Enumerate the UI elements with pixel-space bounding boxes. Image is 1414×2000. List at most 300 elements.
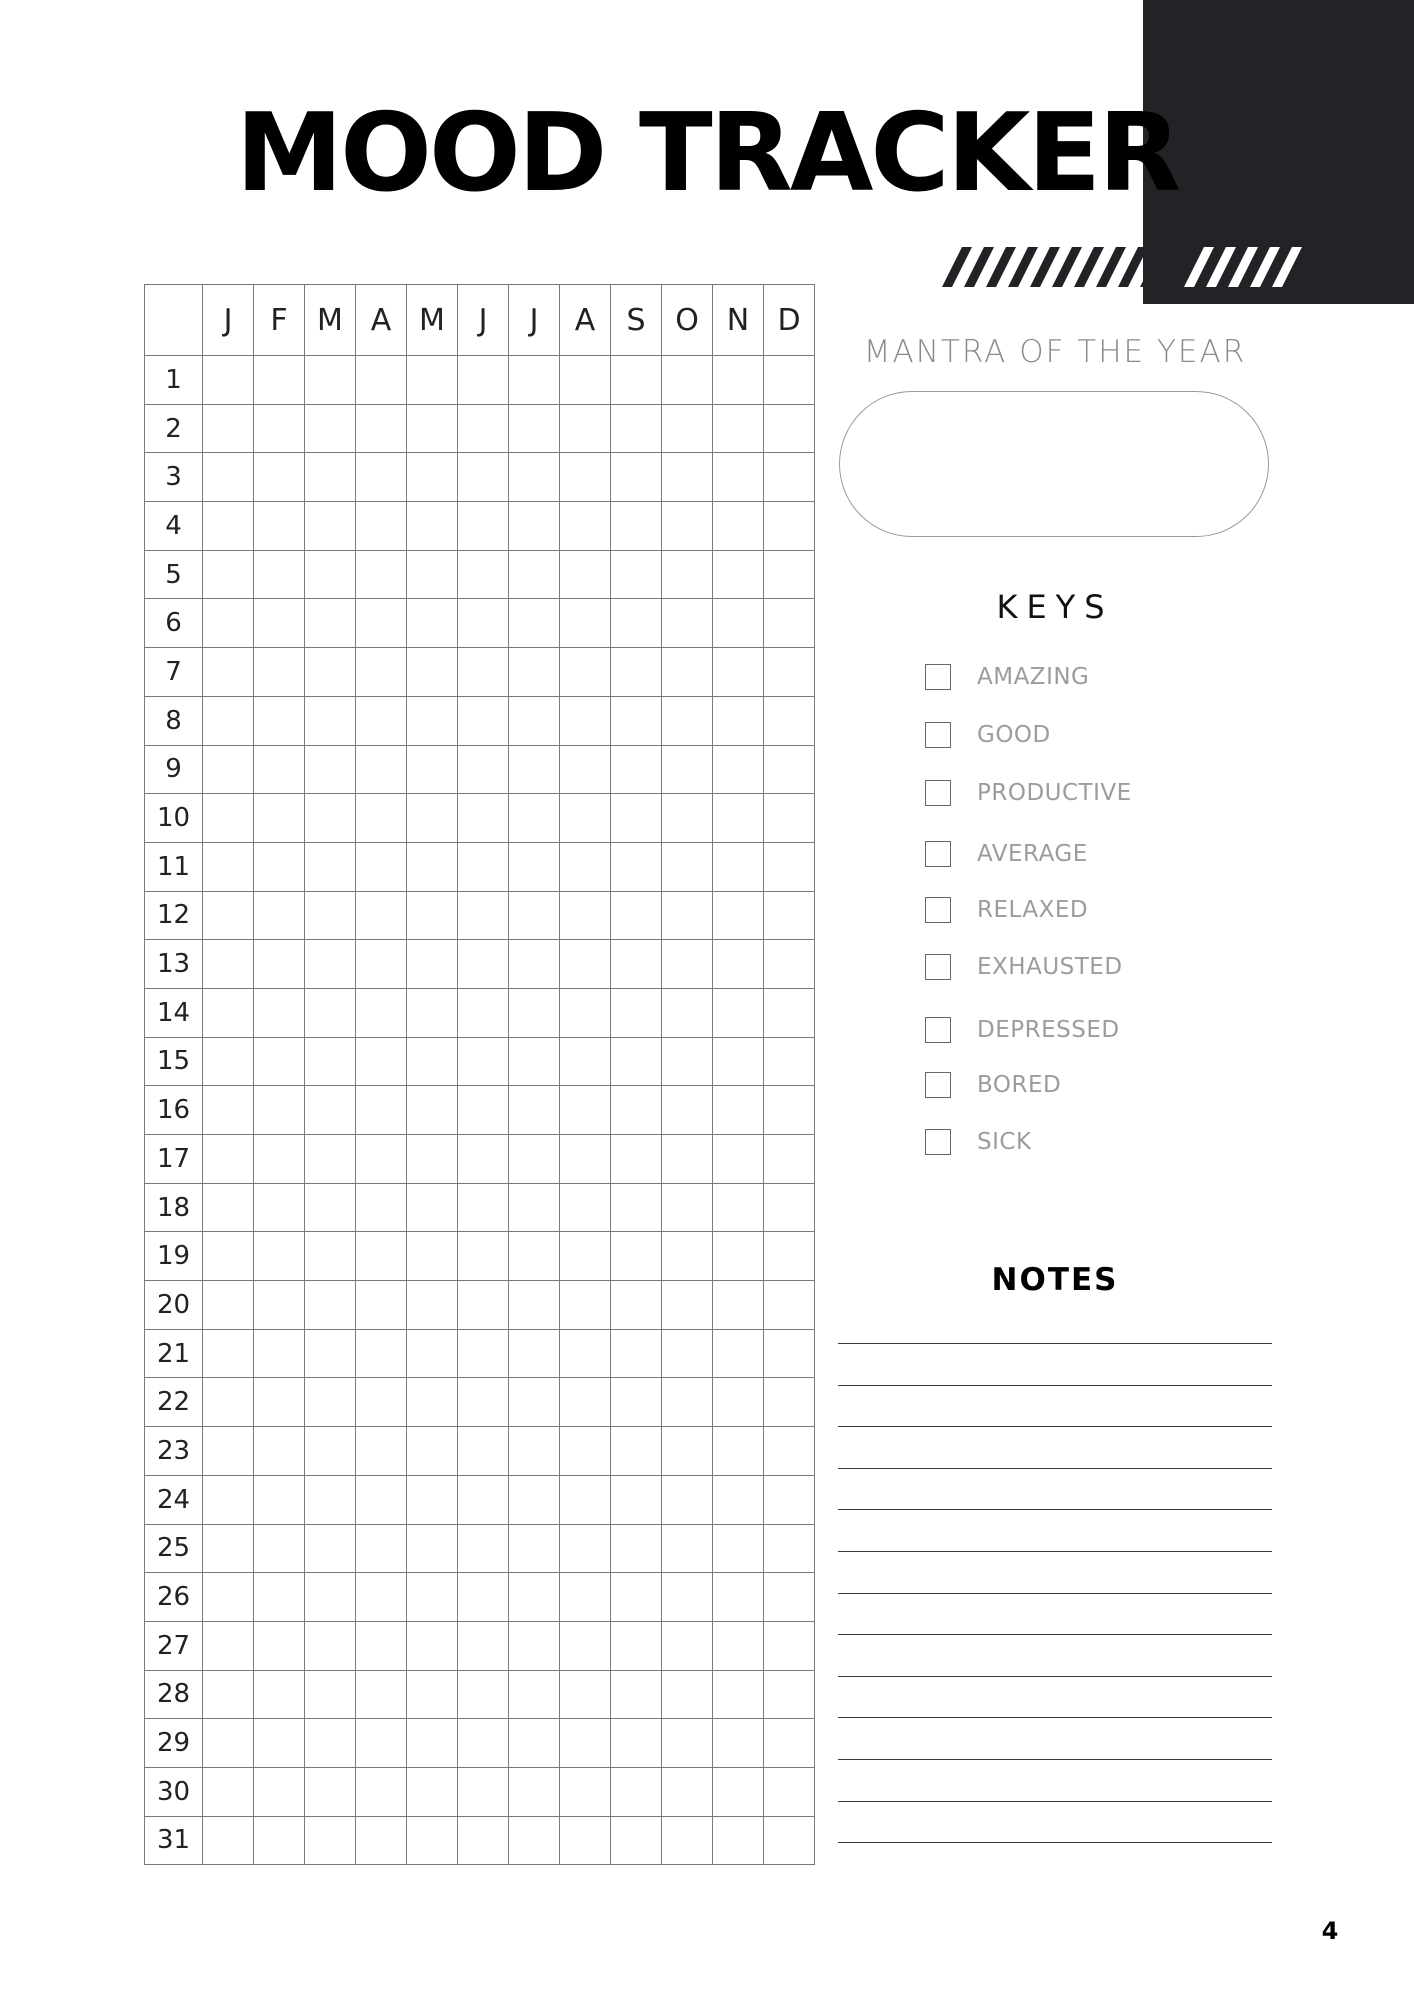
- mood-cell[interactable]: [713, 1719, 764, 1768]
- mood-cell[interactable]: [254, 696, 305, 745]
- mood-cell[interactable]: [305, 794, 356, 843]
- mood-cell[interactable]: [611, 696, 662, 745]
- mood-cell[interactable]: [713, 356, 764, 405]
- mood-cell[interactable]: [254, 1427, 305, 1476]
- mood-cell[interactable]: [305, 696, 356, 745]
- mood-cell[interactable]: [254, 1135, 305, 1184]
- mood-cell[interactable]: [611, 1329, 662, 1378]
- mood-cell[interactable]: [305, 1281, 356, 1330]
- mood-cell[interactable]: [356, 1135, 407, 1184]
- mood-cell[interactable]: [560, 1719, 611, 1768]
- mood-cell[interactable]: [305, 648, 356, 697]
- mood-cell[interactable]: [713, 1524, 764, 1573]
- mood-cell[interactable]: [509, 1378, 560, 1427]
- mood-cell[interactable]: [560, 1475, 611, 1524]
- mood-cell[interactable]: [356, 1767, 407, 1816]
- mood-cell[interactable]: [713, 453, 764, 502]
- mood-cell[interactable]: [713, 940, 764, 989]
- mood-cell[interactable]: [305, 453, 356, 502]
- mood-cell[interactable]: [662, 1524, 713, 1573]
- mood-cell[interactable]: [509, 599, 560, 648]
- mood-cell[interactable]: [662, 745, 713, 794]
- mood-cell[interactable]: [458, 794, 509, 843]
- mood-cell[interactable]: [356, 696, 407, 745]
- mood-cell[interactable]: [407, 1719, 458, 1768]
- note-line[interactable]: [838, 1842, 1272, 1843]
- mood-cell[interactable]: [356, 745, 407, 794]
- mood-cell[interactable]: [560, 648, 611, 697]
- mood-cell[interactable]: [407, 550, 458, 599]
- key-item[interactable]: [925, 952, 1123, 982]
- mood-cell[interactable]: [356, 404, 407, 453]
- mood-cell[interactable]: [203, 1037, 254, 1086]
- mood-cell[interactable]: [662, 794, 713, 843]
- mood-cell[interactable]: [305, 1378, 356, 1427]
- mood-cell[interactable]: [356, 1816, 407, 1865]
- mood-cell[interactable]: [611, 599, 662, 648]
- mood-cell[interactable]: [203, 453, 254, 502]
- mood-cell[interactable]: [458, 1378, 509, 1427]
- mood-cell[interactable]: [764, 988, 815, 1037]
- mood-cell[interactable]: [509, 1232, 560, 1281]
- mood-cell[interactable]: [560, 1037, 611, 1086]
- mood-cell[interactable]: [407, 599, 458, 648]
- mood-cell[interactable]: [407, 1037, 458, 1086]
- mood-cell[interactable]: [764, 891, 815, 940]
- mood-cell[interactable]: [662, 1475, 713, 1524]
- mood-cell[interactable]: [356, 1378, 407, 1427]
- mood-cell[interactable]: [305, 1719, 356, 1768]
- mood-cell[interactable]: [356, 356, 407, 405]
- mood-cell[interactable]: [662, 1378, 713, 1427]
- mood-cell[interactable]: [611, 1621, 662, 1670]
- mood-cell[interactable]: [560, 745, 611, 794]
- mood-cell[interactable]: [662, 453, 713, 502]
- mood-cell[interactable]: [509, 794, 560, 843]
- mood-cell[interactable]: [611, 1670, 662, 1719]
- mood-cell[interactable]: [611, 502, 662, 551]
- mood-cell[interactable]: [254, 599, 305, 648]
- mood-cell[interactable]: [254, 550, 305, 599]
- note-line[interactable]: [838, 1385, 1272, 1386]
- mood-cell[interactable]: [764, 1767, 815, 1816]
- mood-cell[interactable]: [713, 1475, 764, 1524]
- mood-cell[interactable]: [203, 502, 254, 551]
- mood-cell[interactable]: [713, 745, 764, 794]
- key-item[interactable]: [925, 839, 1088, 869]
- mood-cell[interactable]: [713, 1086, 764, 1135]
- mood-cell[interactable]: [203, 1135, 254, 1184]
- mood-cell[interactable]: [203, 842, 254, 891]
- mood-cell[interactable]: [458, 1329, 509, 1378]
- mood-cell[interactable]: [356, 794, 407, 843]
- mood-cell[interactable]: [713, 1573, 764, 1622]
- mood-cell[interactable]: [458, 453, 509, 502]
- mood-cell[interactable]: [203, 1427, 254, 1476]
- mood-cell[interactable]: [611, 794, 662, 843]
- mood-cell[interactable]: [560, 1086, 611, 1135]
- mood-cell[interactable]: [662, 648, 713, 697]
- mood-cell[interactable]: [407, 404, 458, 453]
- mood-cell[interactable]: [356, 1670, 407, 1719]
- mood-cell[interactable]: [356, 599, 407, 648]
- mood-cell[interactable]: [764, 1037, 815, 1086]
- mood-cell[interactable]: [662, 502, 713, 551]
- mood-cell[interactable]: [305, 940, 356, 989]
- mood-cell[interactable]: [203, 794, 254, 843]
- mood-cell[interactable]: [764, 453, 815, 502]
- mood-cell[interactable]: [560, 356, 611, 405]
- mood-cell[interactable]: [305, 1427, 356, 1476]
- mood-cell[interactable]: [203, 356, 254, 405]
- mood-cell[interactable]: [764, 1183, 815, 1232]
- mood-cell[interactable]: [356, 1524, 407, 1573]
- mood-cell[interactable]: [662, 940, 713, 989]
- mood-cell[interactable]: [560, 550, 611, 599]
- key-item[interactable]: [925, 720, 1051, 750]
- mood-cell[interactable]: [509, 745, 560, 794]
- key-item[interactable]: [925, 1015, 1120, 1045]
- mood-cell[interactable]: [509, 453, 560, 502]
- mood-cell[interactable]: [458, 988, 509, 1037]
- mood-cell[interactable]: [713, 1135, 764, 1184]
- mood-cell[interactable]: [254, 1816, 305, 1865]
- mood-cell[interactable]: [611, 1135, 662, 1184]
- mood-cell[interactable]: [509, 696, 560, 745]
- mood-cell[interactable]: [560, 1427, 611, 1476]
- note-line[interactable]: [838, 1468, 1272, 1469]
- mood-cell[interactable]: [560, 1767, 611, 1816]
- note-line[interactable]: [838, 1634, 1272, 1635]
- mood-cell[interactable]: [407, 745, 458, 794]
- mood-cell[interactable]: [458, 1670, 509, 1719]
- mood-cell[interactable]: [662, 1086, 713, 1135]
- mood-cell[interactable]: [254, 1037, 305, 1086]
- mood-cell[interactable]: [407, 842, 458, 891]
- mood-cell[interactable]: [203, 1086, 254, 1135]
- mood-cell[interactable]: [407, 1329, 458, 1378]
- mood-cell[interactable]: [305, 1767, 356, 1816]
- mood-cell[interactable]: [203, 891, 254, 940]
- mood-cell[interactable]: [407, 1524, 458, 1573]
- mood-cell[interactable]: [509, 404, 560, 453]
- mood-cell[interactable]: [356, 1232, 407, 1281]
- key-item[interactable]: [925, 895, 1088, 925]
- mood-cell[interactable]: [407, 988, 458, 1037]
- mood-cell[interactable]: [509, 648, 560, 697]
- mood-cell[interactable]: [713, 1767, 764, 1816]
- note-line[interactable]: [838, 1759, 1272, 1760]
- mood-cell[interactable]: [254, 1378, 305, 1427]
- key-checkbox[interactable]: [925, 780, 951, 806]
- mood-cell[interactable]: [254, 356, 305, 405]
- mood-cell[interactable]: [713, 1816, 764, 1865]
- mood-cell[interactable]: [560, 599, 611, 648]
- mood-cell[interactable]: [305, 891, 356, 940]
- mood-cell[interactable]: [662, 1816, 713, 1865]
- mood-cell[interactable]: [305, 842, 356, 891]
- mood-cell[interactable]: [611, 1037, 662, 1086]
- mood-cell[interactable]: [509, 1719, 560, 1768]
- mood-cell[interactable]: [458, 648, 509, 697]
- mood-cell[interactable]: [662, 842, 713, 891]
- mood-cell[interactable]: [764, 1378, 815, 1427]
- mood-cell[interactable]: [356, 1719, 407, 1768]
- mood-cell[interactable]: [407, 891, 458, 940]
- mood-cell[interactable]: [458, 1037, 509, 1086]
- mood-cell[interactable]: [560, 1670, 611, 1719]
- mood-cell[interactable]: [509, 1621, 560, 1670]
- key-item[interactable]: [925, 662, 1089, 692]
- mood-cell[interactable]: [560, 1329, 611, 1378]
- mood-cell[interactable]: [509, 1183, 560, 1232]
- mood-cell[interactable]: [764, 745, 815, 794]
- mood-cell[interactable]: [458, 745, 509, 794]
- mood-cell[interactable]: [458, 842, 509, 891]
- mood-cell[interactable]: [458, 696, 509, 745]
- mood-cell[interactable]: [560, 404, 611, 453]
- mood-cell[interactable]: [611, 550, 662, 599]
- mood-cell[interactable]: [764, 1086, 815, 1135]
- key-checkbox[interactable]: [925, 1072, 951, 1098]
- mood-cell[interactable]: [764, 356, 815, 405]
- key-item[interactable]: [925, 1127, 1032, 1157]
- mood-cell[interactable]: [407, 1281, 458, 1330]
- mood-cell[interactable]: [254, 1524, 305, 1573]
- mood-cell[interactable]: [356, 1621, 407, 1670]
- mood-cell[interactable]: [764, 842, 815, 891]
- mood-cell[interactable]: [560, 1621, 611, 1670]
- mood-cell[interactable]: [305, 1329, 356, 1378]
- mood-cell[interactable]: [611, 988, 662, 1037]
- mood-cell[interactable]: [254, 1719, 305, 1768]
- mood-cell[interactable]: [764, 1816, 815, 1865]
- mood-cell[interactable]: [407, 1767, 458, 1816]
- mood-cell[interactable]: [764, 1573, 815, 1622]
- mood-cell[interactable]: [560, 453, 611, 502]
- mood-cell[interactable]: [713, 1183, 764, 1232]
- mood-cell[interactable]: [356, 1281, 407, 1330]
- mood-cell[interactable]: [458, 1281, 509, 1330]
- mood-cell[interactable]: [611, 648, 662, 697]
- mood-cell[interactable]: [764, 1232, 815, 1281]
- note-line[interactable]: [838, 1593, 1272, 1594]
- mood-cell[interactable]: [356, 1183, 407, 1232]
- mood-cell[interactable]: [662, 1281, 713, 1330]
- mood-cell[interactable]: [764, 1719, 815, 1768]
- mood-cell[interactable]: [305, 1037, 356, 1086]
- mood-cell[interactable]: [254, 453, 305, 502]
- mood-cell[interactable]: [611, 1232, 662, 1281]
- mood-cell[interactable]: [662, 1037, 713, 1086]
- mood-cell[interactable]: [560, 1524, 611, 1573]
- mood-cell[interactable]: [203, 1378, 254, 1427]
- mood-cell[interactable]: [662, 1232, 713, 1281]
- key-checkbox[interactable]: [925, 1129, 951, 1155]
- mood-cell[interactable]: [407, 453, 458, 502]
- mood-cell[interactable]: [764, 550, 815, 599]
- mood-cell[interactable]: [509, 502, 560, 551]
- mood-cell[interactable]: [713, 891, 764, 940]
- mood-cell[interactable]: [407, 1573, 458, 1622]
- mood-cell[interactable]: [764, 696, 815, 745]
- mood-cell[interactable]: [611, 1086, 662, 1135]
- mood-cell[interactable]: [458, 1135, 509, 1184]
- mood-cell[interactable]: [611, 1816, 662, 1865]
- mood-cell[interactable]: [407, 1621, 458, 1670]
- mood-cell[interactable]: [662, 1183, 713, 1232]
- mood-cell[interactable]: [254, 745, 305, 794]
- mood-cell[interactable]: [407, 696, 458, 745]
- mood-cell[interactable]: [713, 1378, 764, 1427]
- mood-cell[interactable]: [509, 842, 560, 891]
- mood-cell[interactable]: [407, 794, 458, 843]
- key-checkbox[interactable]: [925, 722, 951, 748]
- mood-cell[interactable]: [458, 1524, 509, 1573]
- mood-cell[interactable]: [509, 988, 560, 1037]
- mood-cell[interactable]: [560, 1135, 611, 1184]
- mood-cell[interactable]: [662, 1621, 713, 1670]
- mood-cell[interactable]: [662, 550, 713, 599]
- mood-cell[interactable]: [662, 1135, 713, 1184]
- mood-cell[interactable]: [662, 1670, 713, 1719]
- mood-cell[interactable]: [560, 696, 611, 745]
- mood-cell[interactable]: [560, 988, 611, 1037]
- mood-cell[interactable]: [611, 404, 662, 453]
- mood-cell[interactable]: [764, 794, 815, 843]
- mood-cell[interactable]: [764, 1329, 815, 1378]
- mood-cell[interactable]: [356, 1427, 407, 1476]
- note-line[interactable]: [838, 1426, 1272, 1427]
- mood-cell[interactable]: [458, 1475, 509, 1524]
- mood-cell[interactable]: [305, 1573, 356, 1622]
- mood-cell[interactable]: [407, 502, 458, 551]
- mood-cell[interactable]: [509, 1816, 560, 1865]
- mood-cell[interactable]: [764, 1475, 815, 1524]
- mood-cell[interactable]: [560, 891, 611, 940]
- mood-cell[interactable]: [611, 453, 662, 502]
- mood-cell[interactable]: [458, 550, 509, 599]
- mood-cell[interactable]: [611, 1767, 662, 1816]
- mood-cell[interactable]: [662, 1573, 713, 1622]
- mood-cell[interactable]: [203, 1281, 254, 1330]
- mood-cell[interactable]: [305, 1135, 356, 1184]
- mood-cell[interactable]: [254, 1475, 305, 1524]
- mood-cell[interactable]: [305, 988, 356, 1037]
- mood-cell[interactable]: [458, 1086, 509, 1135]
- note-line[interactable]: [838, 1801, 1272, 1802]
- mood-cell[interactable]: [203, 1670, 254, 1719]
- mood-cell[interactable]: [203, 988, 254, 1037]
- mood-cell[interactable]: [713, 794, 764, 843]
- mood-cell[interactable]: [458, 404, 509, 453]
- mood-cell[interactable]: [560, 794, 611, 843]
- mood-cell[interactable]: [458, 940, 509, 989]
- mood-cell[interactable]: [662, 599, 713, 648]
- mood-cell[interactable]: [305, 1670, 356, 1719]
- mood-cell[interactable]: [254, 502, 305, 551]
- mood-cell[interactable]: [356, 842, 407, 891]
- mood-cell[interactable]: [305, 1621, 356, 1670]
- mood-cell[interactable]: [458, 599, 509, 648]
- mood-cell[interactable]: [203, 1475, 254, 1524]
- mood-cell[interactable]: [254, 842, 305, 891]
- mood-cell[interactable]: [407, 648, 458, 697]
- mood-cell[interactable]: [509, 1086, 560, 1135]
- mood-cell[interactable]: [254, 891, 305, 940]
- mood-cell[interactable]: [509, 1037, 560, 1086]
- mood-cell[interactable]: [764, 502, 815, 551]
- mood-cell[interactable]: [611, 1573, 662, 1622]
- mood-cell[interactable]: [458, 356, 509, 405]
- mood-cell[interactable]: [662, 891, 713, 940]
- note-line[interactable]: [838, 1343, 1272, 1344]
- mood-cell[interactable]: [560, 1573, 611, 1622]
- note-line[interactable]: [838, 1509, 1272, 1510]
- note-line[interactable]: [838, 1676, 1272, 1677]
- mood-cell[interactable]: [356, 988, 407, 1037]
- mood-cell[interactable]: [407, 1670, 458, 1719]
- mood-cell[interactable]: [407, 1816, 458, 1865]
- mood-cell[interactable]: [509, 1281, 560, 1330]
- mood-cell[interactable]: [356, 1086, 407, 1135]
- mood-cell[interactable]: [356, 502, 407, 551]
- mood-cell[interactable]: [764, 1135, 815, 1184]
- mood-cell[interactable]: [611, 1281, 662, 1330]
- mood-cell[interactable]: [611, 1719, 662, 1768]
- mood-cell[interactable]: [458, 1719, 509, 1768]
- mood-cell[interactable]: [458, 1573, 509, 1622]
- mood-cell[interactable]: [407, 1475, 458, 1524]
- mood-cell[interactable]: [305, 1086, 356, 1135]
- mood-cell[interactable]: [356, 1037, 407, 1086]
- mood-cell[interactable]: [254, 1086, 305, 1135]
- mood-cell[interactable]: [356, 550, 407, 599]
- mood-cell[interactable]: [254, 1621, 305, 1670]
- mood-cell[interactable]: [254, 794, 305, 843]
- mood-cell[interactable]: [662, 404, 713, 453]
- mood-cell[interactable]: [407, 1378, 458, 1427]
- mood-cell[interactable]: [509, 1475, 560, 1524]
- key-item[interactable]: [925, 778, 1132, 808]
- mood-cell[interactable]: [305, 1816, 356, 1865]
- note-line[interactable]: [838, 1551, 1272, 1552]
- mood-cell[interactable]: [458, 1232, 509, 1281]
- mood-cell[interactable]: [305, 599, 356, 648]
- key-checkbox[interactable]: [925, 1017, 951, 1043]
- mood-cell[interactable]: [203, 1767, 254, 1816]
- mood-cell[interactable]: [305, 1183, 356, 1232]
- mood-cell[interactable]: [662, 1329, 713, 1378]
- mood-cell[interactable]: [203, 696, 254, 745]
- mood-cell[interactable]: [305, 1524, 356, 1573]
- mood-cell[interactable]: [356, 453, 407, 502]
- mood-cell[interactable]: [611, 1378, 662, 1427]
- mood-cell[interactable]: [662, 356, 713, 405]
- mood-cell[interactable]: [203, 1816, 254, 1865]
- mood-cell[interactable]: [203, 404, 254, 453]
- mood-cell[interactable]: [458, 1767, 509, 1816]
- mood-cell[interactable]: [713, 988, 764, 1037]
- mood-cell[interactable]: [713, 599, 764, 648]
- mood-cell[interactable]: [356, 1475, 407, 1524]
- key-checkbox[interactable]: [925, 954, 951, 980]
- mood-cell[interactable]: [305, 1232, 356, 1281]
- mood-cell[interactable]: [254, 404, 305, 453]
- mood-cell[interactable]: [713, 550, 764, 599]
- mood-cell[interactable]: [254, 1232, 305, 1281]
- mood-cell[interactable]: [407, 356, 458, 405]
